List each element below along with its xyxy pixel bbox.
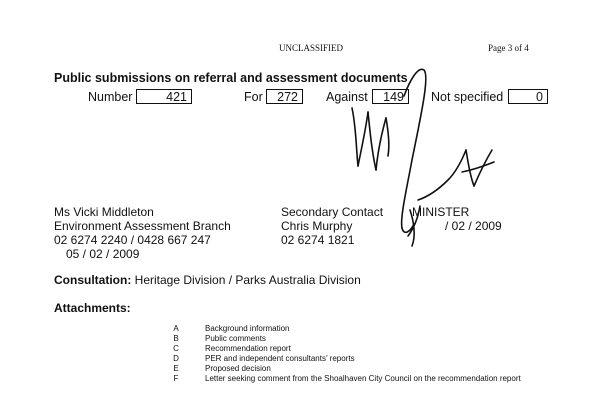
secondary-contact-role: Secondary Contact [281,205,384,219]
consultation-label: Consultation: [54,273,132,287]
attachment-letter: E [173,364,179,373]
number-label: Number [88,90,133,104]
attachments-label: Attachments: [54,301,131,315]
contact-name: Ms Vicki Middleton [54,205,154,219]
against-label: Against [326,90,368,104]
number-box: 421 [136,89,192,104]
attachment-text: Letter seeking comment from the Shoalhaven City Council on the recommendation report [205,374,521,383]
minister-role: MINISTER [412,205,470,219]
for-label: For [244,90,263,104]
attachment-text: Background information [205,324,290,333]
consultation-value: Heritage Division / Parks Australia Division [134,273,361,287]
attachment-letter: F [173,374,179,383]
attachment-letter: A [173,324,179,333]
page-number: Page 3 of 4 [488,43,529,53]
not-specified-box: 0 [508,89,548,104]
contact-branch: Environment Assessment Branch [54,219,231,233]
attachment-letter: B [173,334,179,343]
consultation-line [54,273,361,287]
attachment-text: Proposed decision [205,364,271,373]
attachment-letter: D [173,354,179,363]
secondary-contact-name: Chris Murphy [281,219,353,233]
against-box: 149 [372,89,409,104]
attachment-letter: C [173,344,179,353]
attachment-text: Recommendation report [205,344,291,353]
minister-date: / 02 / 2009 [445,219,502,233]
not-specified-label: Not specified [431,90,504,104]
attachment-text: Public comments [205,334,266,343]
secondary-contact-phone: 02 6274 1821 [281,233,355,247]
for-box: 272 [266,89,303,104]
attachment-text: PER and independent consultants’ reports [205,354,355,363]
contact-phone: 02 6274 2240 / 0428 667 247 [54,233,211,247]
submissions-title: Public submissions on referral and assessment documents [54,71,408,85]
contact-date: 05 / 02 / 2009 [66,247,140,261]
classification-label: UNCLASSIFIED [279,43,344,53]
